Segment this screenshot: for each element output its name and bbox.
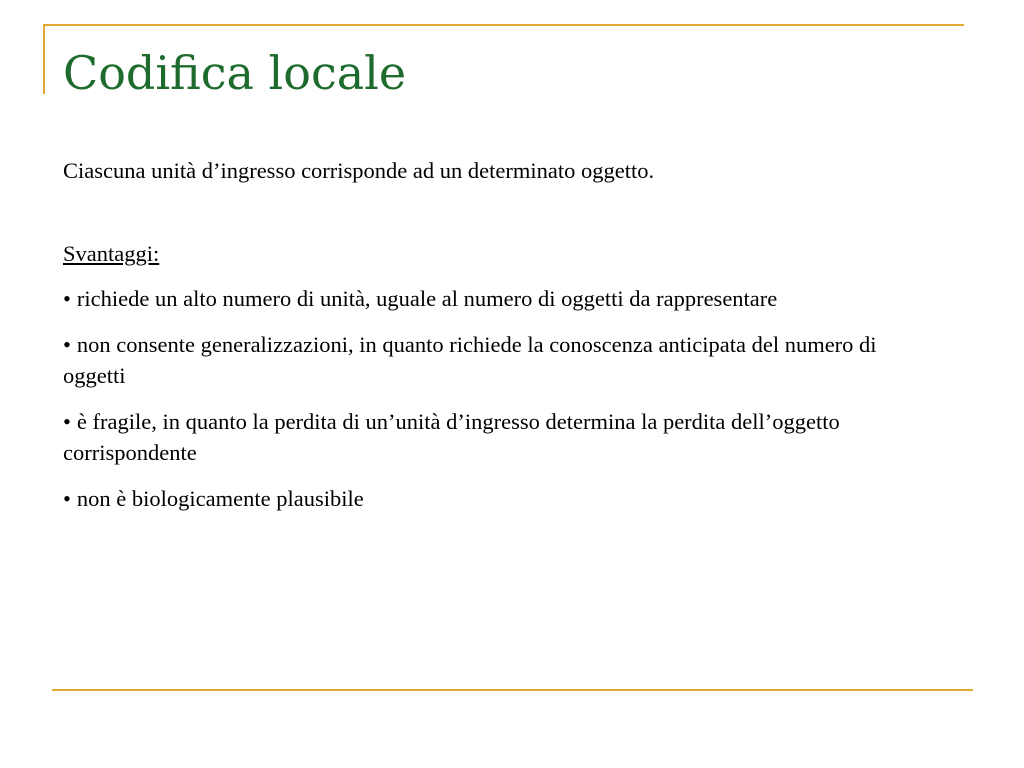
bullet-text: non è biologicamente plausibile [76,486,364,511]
top-accent-line [43,24,964,26]
bullet-text: richiede un alto numero di unità, uguale al numero di oggetti da rappresentare [76,286,778,311]
bullet-icon: • [63,409,71,434]
slide-title: Codifica locale [63,46,407,100]
bullet-list [63,283,943,514]
bullet-icon: • [63,332,71,357]
intro-text: Ciascuna unità d’ingresso corrisponde ad un determinato oggetto. [63,158,655,183]
list-item [63,406,943,468]
list-item [63,483,943,514]
bullet-text: non consente generalizzazioni, in quanto richiede la conoscenza anticipata del numero di oggetti [63,332,877,388]
section-heading: Svantaggi: [63,241,160,266]
slide-body [63,155,943,529]
list-item [63,329,943,391]
left-accent-line [43,24,45,94]
bottom-accent-line [52,689,973,691]
list-item [63,283,943,314]
bullet-text: è fragile, in quanto la perdita di un’unità d’ingresso determina la perdita dell’oggetto corrispondente [63,409,840,465]
bullet-icon: • [63,486,71,511]
bullet-icon: • [63,286,71,311]
